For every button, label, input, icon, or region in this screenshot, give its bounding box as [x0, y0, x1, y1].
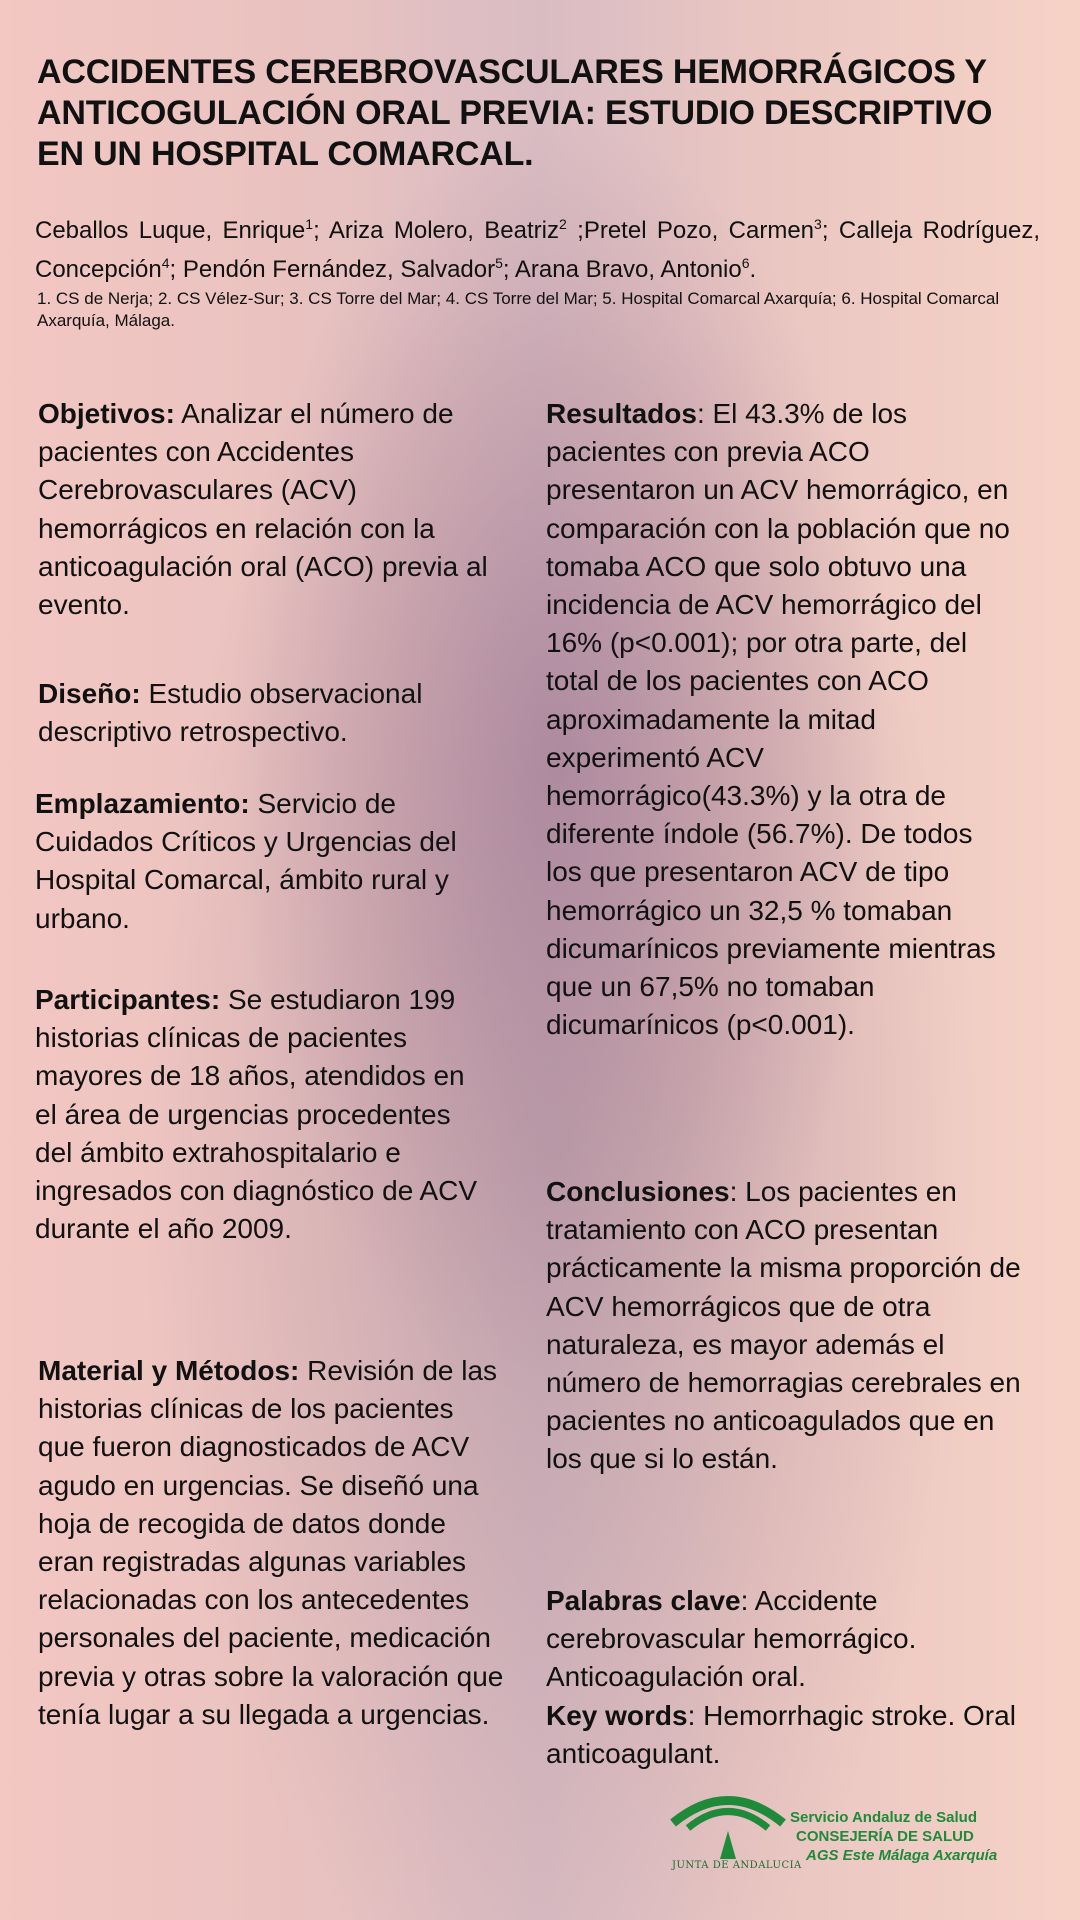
- section-participantes: [35, 981, 490, 1248]
- section-text: : El 43.3% de los pacientes con previa ACO presentaron un ACV hemorrágico, en comparación con la población que no tomaba ACO que solo obtuvo una incidencia de ACV hemorrágico del 16% (p<0.001); por otra parte, del total de los pacientes con ACO aproximadamente la mitad experimentó ACV hemorrágico(43.3%) y la otra de diferente índole (56.7%). De todos los que presentaron ACV de tipo hemorrágico un 32,5 % tomaban dicumarínicos previamente mientras que un 67,5% no tomaban dicumarínicos (p<0.001).: [546, 398, 1010, 1041]
- junta-label: JUNTA DE ANDALUCIA: [672, 1860, 802, 1871]
- section-text: : Accidente cerebrovascular hemorrágico. Anticoagulación oral.: [546, 1585, 917, 1693]
- section-resultados: [546, 395, 1016, 1044]
- section-text: Servicio de Cuidados Críticos y Urgencias del Hospital Comarcal, ámbito rural y urbano.: [35, 788, 457, 934]
- section-label: Palabras clave: [546, 1585, 741, 1616]
- author-name: Calleja Rodríguez, Concepción: [35, 217, 1041, 283]
- section-text: : Los pacientes en tratamiento con ACO presentan prácticamente la misma proporción de ACV hemorrágicos que de otra naturaleza, es mayor además el número de hemorragias cerebrales en pacientes no anticoagulados que en los que si lo están.: [546, 1176, 1021, 1475]
- section-emplazamiento: [35, 785, 485, 938]
- section-text: : Hemorrhagic stroke. Oral anticoagulant.: [546, 1700, 1016, 1770]
- logo-line-1: Servicio Andaluz de Salud: [790, 1809, 977, 1826]
- section-label: Objetivos:: [38, 398, 175, 429]
- section-palabras-clave: [546, 1582, 1036, 1697]
- section-text: Revisión de las historias clínicas de los pacientes que fueron diagnosticados de ACV agudo en urgencias. Se diseñó una hoja de recogida de datos donde eran registradas algunas variables relacionadas con los antecedentes personales del paciente, medicación previa y otras sobre la valoración que tenía lugar a su llegada a urgencias.: [38, 1355, 504, 1730]
- affiliations: 1. CS de Nerja; 2. CS Vélez-Sur; 3. CS Torre del Mar; 4. CS Torre del Mar; 5. Hospital Comarcal Axarquía; 6. Hospital Comarcal Axarquía, Málaga.: [37, 289, 1000, 330]
- section-key-words: [546, 1697, 1036, 1773]
- section-label: Material y Métodos:: [38, 1355, 300, 1386]
- section-text: Estudio observacional descriptivo retrospectivo.: [38, 678, 423, 748]
- section-label: Diseño:: [38, 678, 141, 709]
- logo-line-2: CONSEJERÍA DE SALUD: [796, 1828, 974, 1845]
- section-material: [38, 1352, 508, 1734]
- author-name: Arana Bravo, Antonio: [514, 256, 742, 283]
- institution-text: [790, 1808, 997, 1865]
- section-conclusiones: [546, 1173, 1026, 1479]
- section-label: Conclusiones: [546, 1176, 730, 1207]
- section-text: Se estudiaron 199 historias clínicas de pacientes mayores de 18 años, atendidos en el área de urgencias procedentes del ámbito extrahospitalario e ingresados con diagnóstico de ACV durante el año 2009.: [35, 984, 478, 1245]
- author-name: Pretel Pozo, Carmen: [583, 217, 815, 244]
- section-label: Participantes:: [35, 984, 221, 1015]
- logo-line-3: AGS Este Málaga Axarquía: [806, 1847, 998, 1864]
- section-diseno: [38, 675, 498, 751]
- section-text: Analizar el número de pacientes con Accidentes Cerebrovasculares (ACV) hemorrágicos en relación con la anticoagulación oral (ACO) previa al evento.: [38, 398, 488, 621]
- section-label: Key words: [546, 1700, 688, 1731]
- author-name: Ceballos Luque, Enrique: [35, 217, 306, 244]
- author-name: Ariza Molero, Beatriz: [328, 217, 559, 244]
- section-label: Emplazamiento:: [35, 788, 250, 819]
- section-label: Resultados: [546, 398, 697, 429]
- authors-line: Ceballos Luque, Enrique$^1$; Ariza Molero, Beatriz$^2$ ;Pretel Pozo, Carmen$^3$; Calleja Rodríguez, Concepción$^4$; Pendón Fernández, Salvador$^5$; Arana Bravo, Antonio$^6$.: [35, 216, 1041, 283]
- section-objetivos: [38, 395, 508, 624]
- poster-title: ACCIDENTES CEREBROVASCULARES HEMORRÁGICOS Y ANTICOGULACIÓN ORAL PREVIA: ESTUDIO DESCRIPTIVO EN UN HOSPITAL COMARCAL.: [37, 53, 993, 173]
- author-name: Pendón Fernández, Salvador: [182, 256, 496, 283]
